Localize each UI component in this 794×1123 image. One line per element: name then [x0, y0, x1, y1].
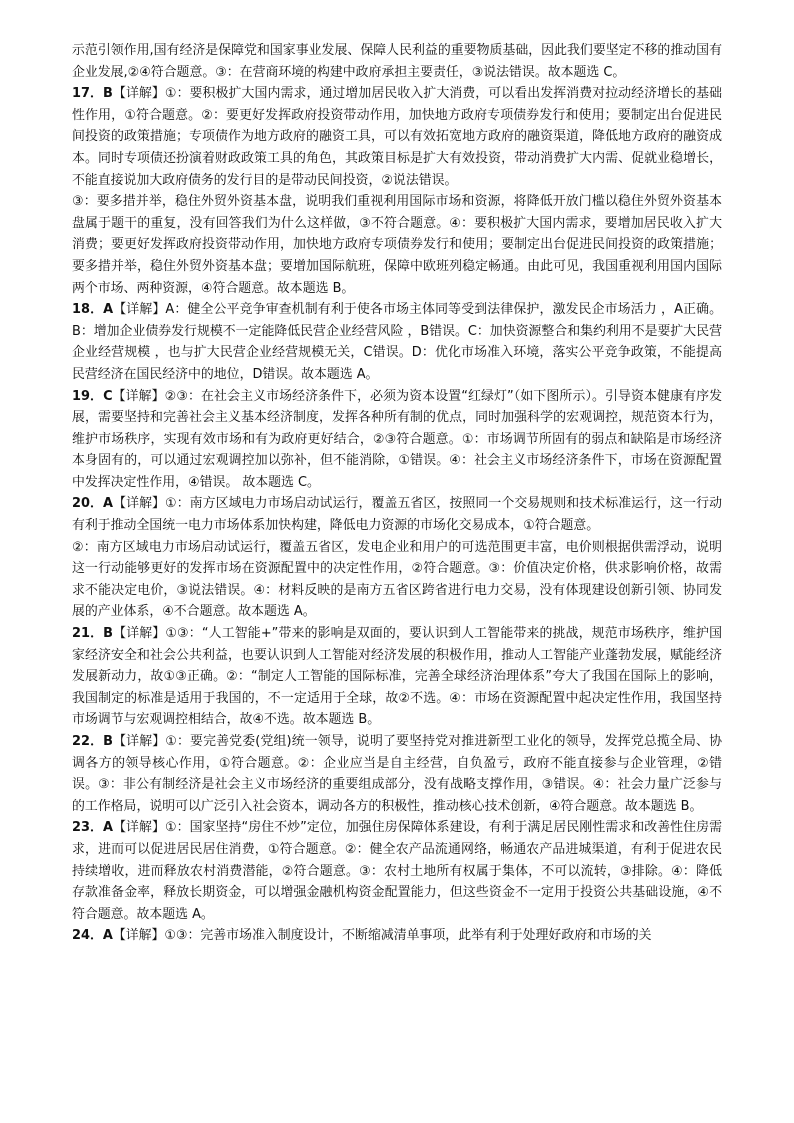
paragraph-q20-cont [72, 537, 722, 623]
paragraph-text: 【详解】A：健全公平竞争审查机制有利于使各市场主体同等受到法律保护，激发民企市场活力 ，A正确。B：增加企业债券发行规模不一定能降低民营企业经营风险 ，B错误。C：加快资源整合和集约利用不是要扩大民营企业经营规模 ，也与扩大民营企业经营规模无关，C错误。D：优化市场准入环境，落实公平竞争政策，不能提高民营经济在国民经济中的地位，D错误。故本题选 A。 [72, 302, 722, 382]
answer-label: 17．B [72, 86, 113, 102]
paragraph-text: 【详解】①：要积极扩大国内需求，通过增加居民收入扩大消费，可以看出发挥消费对拉动经济增长的基础性作用，①符合题意。②：要更好发挥政府投资带动作用，加快地方政府专项债券发行和使用；要制定出台促进民间投资的政策措施；专项债作为地方政府的融资工具，可以有效拓宽地方政府的融资渠道，降低地方政府的融资成本。同时专项债还扮演着财政政策工具的角色，其政策目标是扩大有效投资，带动消费扩大内需、促就业稳增长，不能直接说加大政府债务的发行目的是带动民间投资，②说法错误。 [72, 86, 722, 188]
paragraph-text: ③：要多措并举，稳住外贸外资基本盘，说明我们重视利用国际市场和资源，将降低开放门槛以稳住外贸外资基本盘属于题干的重复，没有回答我们为什么这样做，③不符合题意。④：要积极扩大国内需求，要增加居民收入扩大消费；要更好发挥政府投资带动作用，加快地方政府专项债券发行和使用；要制定出台促进民间投资的政策措施；要多措并举，稳住外贸外资基本盘；要增加国际航班，保障中欧班列稳定畅通。由此可见，我国重视利用国内国际两个市场、两种资源，④符合题意。故本题选 B。 [72, 194, 722, 296]
paragraph-q23 [72, 817, 722, 925]
paragraph-text: 【详解】①：南方区域电力市场启动试运行，覆盖五省区，按照同一个交易规则和技术标准运行，这一行动有利于推动全国统一电力市场体系加快构建，降低电力资源的市场化交易成本，①符合题意。 [72, 496, 722, 534]
paragraph-text: 【详解】①③：“人工智能+”带来的影响是双面的，要认识到人工智能带来的挑战，规范市场秩序，维护国家经济安全和社会公共利益，也要认识到人工智能对经济发展的积极作用，推动人工智能产业蓬勃发展，赋能经济发展新动力，故①③正确。②：“制定人工智能的国际标准，完善全球经济治理体系”夸大了我国在国际上的影响，我国制定的标准是适用于我国的，不一定适用于全球，故②不选。④：市场在资源配置中起决定性作用，我国坚持市场调节与宏观调控相结合，故④不选。故本题选 B。 [72, 626, 722, 728]
answer-label: 24．A [72, 928, 113, 944]
answer-label: 18．A [72, 302, 114, 318]
paragraph-text: ②：南方区域电力市场启动试运行，覆盖五省区，发电企业和用户的可选范围更丰富，电价则根据供需浮动，说明这一行动能够更好的发挥市场在资源配置中的决定性作用，②符合题意。③：价值决定价格，供求影响价格，故需求不能决定电价，③说法错误。④：材料反映的是南方五省区跨省进行电力交易，没有体现建设创新引领、协同发展的产业体系，④不合题意。故本题选 A。 [72, 539, 722, 620]
paragraph-q17-cont [72, 191, 722, 299]
answer-label: 19．C [72, 388, 113, 404]
answer-label: 21．B [72, 626, 113, 642]
paragraph-q21 [72, 623, 722, 731]
paragraph-text: 示范引领作用,国有经济是保障党和国家事业发展、保障人民利益的重要物质基础，因此我们要坚定不移的推动国有企业发展,②④符合题意。③：在营商环境的构建中政府承担主要责任，③说法错误。故本题选 C。 [72, 43, 722, 80]
paragraph-text: 【详解】①：要完善党委(党组)统一领导，说明了要坚持党对推进新型工业化的领导，发挥党总揽全局、协调各方的领导核心作用，①符合题意。②：企业应当是自主经营，自负盈亏，政府不能直接参与企业管理，②错误。③：非公有制经济是社会主义市场经济的重要组成部分，没有战略支撑作用，③错误。④：社会力量广泛参与的工作格局，说明可以广泛引入社会资本，调动各方的积极性，推动核心技术创新，④符合题意。故本题选 B。 [72, 734, 722, 814]
paragraph-q22 [72, 731, 722, 817]
paragraph-q20 [72, 493, 722, 536]
answer-document [72, 40, 722, 947]
paragraph-q17 [72, 83, 722, 191]
paragraph-text: 【详解】②③：在社会主义市场经济条件下，必须为资本设置“红绿灯”（如下图所示）。引导资本健康有序发展，需要坚持和完善社会主义基本经济制度，发挥各种所有制的优点，同时加强科学的宏观调控，规范资本行为，维护市场秩序，实现有效市场和有为政府更好结合，②③符合题意。①：市场调节所固有的弱点和缺陷是市场经济本身固有的，可以通过宏观调控加以弥补，但不能消除，①错误。④：社会主义市场经济条件下，市场在资源配置中发挥决定性作用，④错误。 故本题选 C。 [72, 388, 722, 490]
answer-label: 20．A [72, 496, 113, 512]
paragraph-text: 【详解】①③：完善市场准入制度设计，不断缩减清单事项，此举有利于处理好政府和市场的关 [112, 928, 652, 944]
paragraph-q18 [72, 299, 722, 385]
paragraph-text: 【详解】①：国家坚持“房住不炒”定位，加强住房保障体系建设，有利于满足居民刚性需求和改善性住房需求，进而可以促进居民居住消费，①符合题意。②：健全农产品流通网络，畅通农产品进城渠道，有利于促进农民持续增收，进而释放农村消费潜能，②符合题意。③：农村土地所有权属于集体，不可以流转，③排除。④：降低存款准备金率，释放长期资金，可以增强金融机构资金配置能力，但这些资金不一定用于投资公共基础设施，④不符合题意。故本题选 A。 [72, 820, 722, 922]
paragraph-q19 [72, 386, 722, 494]
paragraph-q24 [72, 925, 722, 947]
answer-label: 23．A [72, 820, 113, 836]
paragraph-continuation-16 [72, 40, 722, 83]
answer-label: 22．B [72, 734, 113, 749]
